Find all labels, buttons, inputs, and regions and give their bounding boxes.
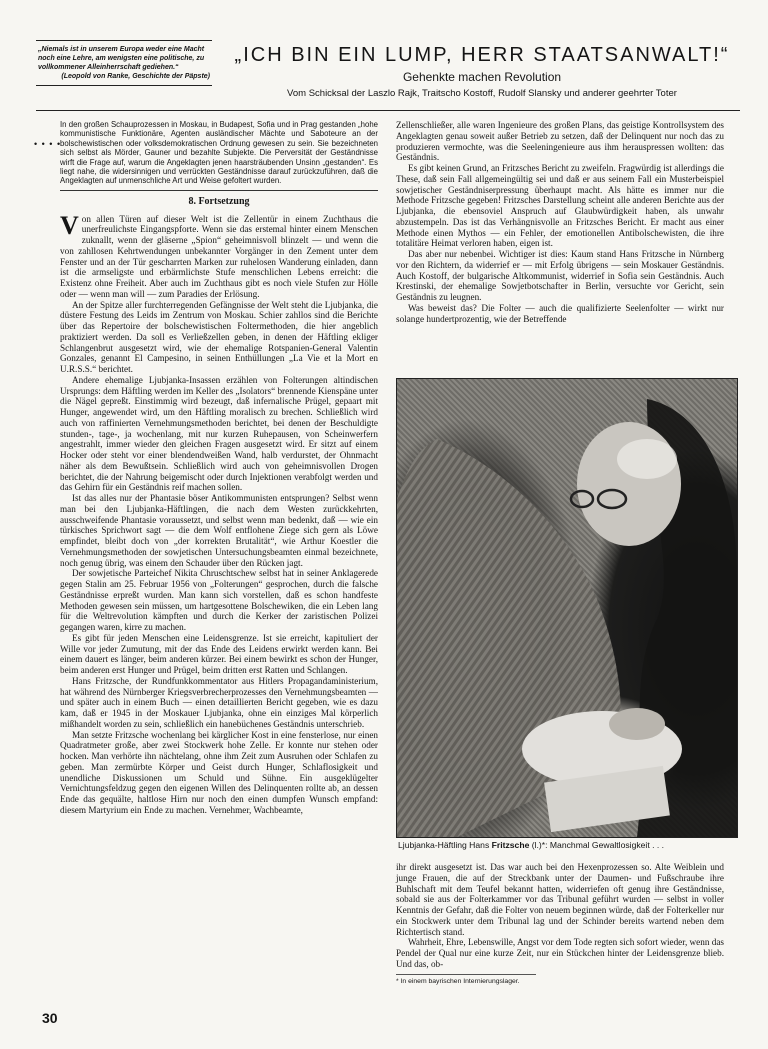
paragraph: Zellenschließer, alle waren Ingenieure des großen Plans, das geistige Kontrollsystem des Angeklagten genau soweit außer Betrieb zu setzen, daß der Delinquent nur noch das zu produzieren vermochte, was die Seeleningenieure aus ihm herauspressen wollten: das Geständnis. — [396, 120, 724, 163]
paragraph: Was beweist das? Die Folter — auch die qualifizierte Seelenfolter — wirkt nur solange hundertprozentig, wie der Betreffende — [396, 302, 724, 324]
caption-name: Fritzsche — [491, 840, 530, 850]
photo-caption — [398, 840, 738, 850]
paragraph: Der sowjetische Parteichef Nikita Chruschtschew selbst hat in seiner Anklagerede gegen Stalin am 25. Februar 1956 von „Folterungen“ gesprochen, durch die falsche Geständnisse erpreßt wurden. Man kann sich vorstellen, daß es schon handfeste Methoden gewesen sein müssen, um hartgesottene Bolschewiken, die ein Leben lang für die Weltrevolution kämpften und durch die Kerker der zaristischen Polizei gegangen waren, kirre zu machen. — [60, 568, 378, 633]
paragraph: Wahrheit, Ehre, Lebenswille, Angst vor dem Tode regten sich sofort wieder, wenn das Pendel der Qual nur eine kurze Zeit, nur ein Stückchen hinter der Leidensgrenze blieb. Und das, ob- — [396, 937, 724, 969]
drop-cap: V — [60, 210, 79, 240]
caption-prefix: Ljubjanka-Häftling Hans — [398, 840, 492, 850]
first-paragraph-text: on allen Türen auf dieser Welt ist die Zellentür in einem Zuchthaus die unerfreulichste Eingangspforte. Wenn sie das erstemal hinter einem Menschen zuknallt, wenn der gläserne „Spion“ geheimnisvoll blinzelt — und wenn die von zahllosen Kehrtwendungen unbekannter Vorgänger in den Zement unter dem Fenster und an der Tür gescharrten Marken zur ruhelosen Wanderung einladen, dann ist die armseligste und erbärmlichste Stufe menschlichen Lebens erreicht: die Existenz ohne Freiheit. Aber auch im Zuchthaus gibt es noch viele Stufen zur Hölle oder — wenn man will — zum Paradies der Erlösung. — [60, 213, 378, 299]
article-subheadline: Gehenkte machen Revolution — [402, 70, 562, 84]
paragraph: An der Spitze aller furchterregenden Gefängnisse der Welt steht die Ljubjanka, die düstere Festung des Leids im Zentrum von Moskau. Schier zahllos sind die Berichte über das Repertoire der bolschewistischen Foltermethoden, die hier angeblich praktiziert werden. Da soll es Verließzellen geben, in denen der Häftling ekliger Schlangenbrut ausgesetzt wird, wie der ehemalige Rotspanien-General Valentin Gonzales, genannt El Campesino, in seinen Enthüllungen „La Vie et la Mort en U.R.S.S.“ berichtet. — [60, 299, 378, 375]
article-headline: „ICH BIN EIN LUMP, HERR STAATSANWALT!“ — [234, 44, 730, 66]
paragraph: Es gibt keinen Grund, an Fritzsches Bericht zu zweifeln. Fragwürdig ist allerdings die These, daß sein Fall allgemeingültig sei und daß er aus seinem Fall ein Musterbeispiel sowjetischer Geständniserpressung überhaupt macht. Als hätte es immer nur die Methode Fritzsche gegeben! Fritzsches Darstellung scheint alle anderen Berichte aus der Ljubjanka, die ebensoviel Anspruch auf Glaubwürdigkeit haben, als unwahr abzustempeln. Das ist das Verhängnisvolle an Fritzsches Bericht. Er macht aus einer Methode einen Mythos — ein Fehler, der emotionellen Antibolschewisten, die ihre totalitäre Heimat verloren haben, eigen ist. — [396, 163, 724, 249]
paragraph: Es gibt für jeden Menschen eine Leidensgrenze. Ist sie erreicht, kapituliert der Wille vor jeder Zumutung, mit der das Ende des Leidens erwirkt werden kann. Bei einem dauert es länger, beim anderen kürzer. Bei einem bewirkt es schon der Hunger, beim anderen erst Hunger und Prügel, beim dritten erst Ratten und Schlangen. — [60, 632, 378, 676]
epigraph-text: „Niemals ist in unserem Europa weder eine Macht noch eine Lehre, am wenigsten eine politische, zu vollkommener Alleinherrschaft gediehen.“ — [38, 46, 205, 71]
epigraph-quote — [36, 40, 212, 86]
first-paragraph — [60, 210, 378, 300]
caption-suffix: (l.)*: Manchmal Gewaltlosigkeit . . . — [529, 840, 665, 850]
photo-illustration — [397, 379, 737, 837]
right-column-bottom — [396, 862, 724, 987]
paragraph: ihr direkt ausgesetzt ist. Das war auch bei den Hexenprozessen so. Alte Weiblein und junge Frauen, die auf der Streckbank unter der Daumen- und Fußschraube ihre Buhlschaft mit dem Teufel bekannt hatten, widerriefen oft genug ihre Geständnisse, sobald sie aus der Folterkammer vor das Tribunal geführt wurden — selbst in voller Kenntnis der Gefahr, daß die Folter von neuem beginnen würde, daß der Folterkeller nur ein Stockwerk unter dem Tribunal lag und der Schinder bereits wartend neben dem Richtertisch stand. — [396, 862, 724, 937]
paragraph: Man setzte Fritzsche wochenlang bei kärglicher Kost in eine fensterlose, nur einen Quadratmeter große, aber zwei Stockwerk hohe Zelle. Er konnte nur stehen oder hocken. Man verhörte ihn nächtelang, ohne ihm Zeit zum Ausruhen oder Schlafen zu geben. Man zermürbte Körper und Geist durch Hunger, Schlaflosigkeit und unendliche Diskussionen um Schuld und Sühne. Ein ausgeklügelter Vernichtungsfeldzug gegen den eigenen Willen des Delinquenten rollte ab, an dessen Ende das gequälte, haltlose Hirn nur noch den einen dumpfen Wunsch empfand: diesem Martyrium ein Ende zu machen. Vernehmer, Wachbeamte, — [60, 729, 378, 815]
paragraph: Andere ehemalige Ljubjanka-Insassen erzählen von Folterungen altindischen Ursprungs: dem Häftling werden im Keller des „Isolators“ brennende Kienspäne unter die Nägel gepreßt. Einstimmig wird bezeugt, daß infernalische Prügel, gepaart mit Hunger, angewendet wird, um den Häftling moralisch zu brechen. Schließlich wird auch von raffinierten Vernehmungsmethoden berichtet, bei denen der Beschuldigte stunden-, tage-, ja wochenlang, mit nur kurzen Ruhepausen, von Scheinwerfern angestrahlt, immer wieder den gleichen Fragen ausgesetzt wird. Er sitzt auf einem Hocker oder steht vor einer blendendweißen Wand, halb verdurstet, der Ohnmacht näher als dem Bewußtsein. Schließlich wird auch von geheimnisvollen Drogen berichtet, die der Nahrung beigemischt oder durch Injektionen verabfolgt werden und das Gehirn für ein Geständnis reif machen sollen. — [60, 374, 378, 493]
paragraph: Hans Fritzsche, der Rundfunkkommentator aus Hitlers Propagandaministerium, hat während des Nürnberger Kriegsverbrecherprozesses den Vernehmungsbeamten — und später auch in einem Buch — einen detaillierten Bericht gegeben, wie es dazu kam, daß er 1945 in der Moskauer Ljubjanka, ohne ein einziges Mal körperlich mißhandelt worden zu sein, schließlich ein hanebüchenes Geständnis unterschrieb. — [60, 675, 378, 729]
intro-dots: • • • • — [34, 139, 62, 149]
footnote: * In einem bayrischen Internierungslager. — [396, 974, 536, 988]
epigraph-source: (Leopold von Ranke, Geschichte der Päpste) — [61, 73, 210, 80]
right-column-top — [396, 120, 724, 324]
page-number: 30 — [42, 1010, 58, 1026]
paragraph: Das aber nur nebenbei. Wichtiger ist dies: Kaum stand Hans Fritzsche in Nürnberg vor den Richtern, da widerrief er — mit Erfolg übrigens — sein Moskauer Geständnis. Auch Kostoff, der bulgarische Altkommunist, widerrief in Sofia sein Geständnis. Auch Krestinski, der ehemalige Sowjetbotschafter in Berlin, versuchte vor Gericht, sein Geständnis zu leugnen. — [396, 249, 724, 302]
paragraph: Ist das alles nur der Phantasie böser Antikommunisten entsprungen? Selbst wenn man bei den Ljubjanka-Häftlingen, die nach dem Westen zurückkehrten, ausschweifende Phantasie voraussetzt, und selbst wenn man bedenkt, daß — wie ein türkisches Sprichwort sagt — die dem Wolf entflohene Ziege sich gern als Löwe empfindet, bleibt doch von „der korrekten Brutalität“, wie Arthur Koestler die Vernehmungsmethoden der sowjetischen Untersuchungsbeamten einmal bezeichnete, noch genug übrig, was einem den Schauder über den Rücken jagt. — [60, 493, 378, 568]
article-intro: In den großen Schauprozessen in Moskau, in Budapest, Sofia und in Prag gestanden „hohe kommunistische Funktionäre, Agenten ausländischer Mächte und Saboteure an der bolschewistischen oder volksdemokratischen Ordnung gewesen zu sein. Sie bezeichneten sich selbst als Mörder, Gauner und bezahlte Subjekte. Die Perversität der Geständnisse wirft die Frage auf, warum die Angeklagten jenen haarsträubenden Unsinn „gestanden“. Es liegt nahe, die widersinnigen und verrückten Geständnisse darauf zurückzuführen, daß die Angeklagten auf unmenschliche Art und Weise gefoltert wurden. — [60, 120, 378, 191]
header-rule — [36, 110, 740, 111]
article-byline: Vom Schicksal der Laszlo Rajk, Traitscho Kostoff, Rudolf Slansky und anderer geehrter Toter — [287, 88, 677, 99]
part-label: 8. Fortsetzung — [188, 195, 250, 207]
prisoner-photo — [396, 378, 738, 838]
left-column — [60, 120, 378, 816]
